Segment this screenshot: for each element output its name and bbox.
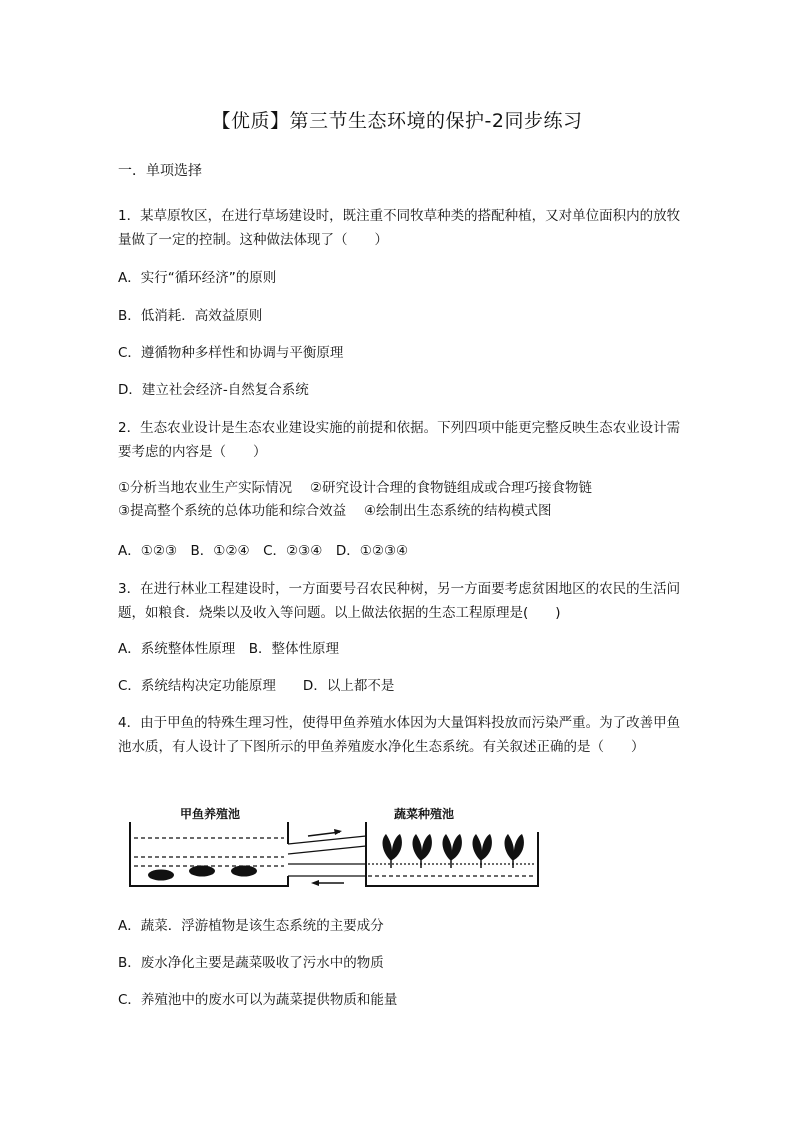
vegetable-plant-icon [473, 834, 492, 868]
fish-pond-label: 甲鱼养殖池 [180, 807, 241, 821]
question-2-options: A．①②③ B．①②④ C．②③④ D．①②③④ [118, 543, 409, 559]
question-2-items-1: ①分析当地农业生产实际情况 ②研究设计合理的食物链组成或合理巧接食物链 [118, 480, 592, 496]
turtle [148, 870, 174, 881]
flow-arrow-right-head [334, 829, 342, 835]
flow-arrow-left-head [311, 880, 319, 886]
question-1-option-a: A．实行“循环经济”的原则 [118, 270, 277, 286]
fish-pond-diagram [128, 802, 543, 894]
question-3-options-1: A．系统整体性原理 B．整体性原理 [118, 641, 339, 657]
question-1-option-b: B．低消耗．高效益原则 [118, 308, 263, 324]
vegetable-plant-icon [505, 834, 524, 868]
question-4-option-a: A．蔬菜．浮游植物是该生态系统的主要成分 [118, 918, 384, 934]
turtle [231, 866, 257, 877]
question-1-option-c: C．遵循物种多样性和协调与平衡原理 [118, 345, 344, 361]
vegetable-pond-label: 蔬菜种殖池 [394, 807, 455, 821]
question-2-items-2: ③提高整个系统的总体功能和综合效益 ④绘制出生态系统的结构模式图 [118, 503, 552, 519]
question-1-option-d: D．建立社会经济-自然复合系统 [118, 382, 309, 398]
question-2-stem: 2．生态农业设计是生态农业建设实施的前提和依据。下列四项中能更完整反映生态农业设计需要考虑的内容是（ ） [118, 420, 681, 460]
question-4-option-b: B．废水净化主要是蔬菜吸收了污水中的物质 [118, 955, 384, 971]
question-3-options-2: C．系统结构决定功能原理 D．以上都不是 [118, 678, 395, 694]
upper-channel [288, 846, 366, 854]
page-title: 【优质】第三节生态环境的保护-2同步练习 [211, 110, 583, 132]
vegetable-plant-icon [383, 834, 402, 868]
upper-channel [288, 836, 366, 844]
vegetable-plant-icon [413, 834, 432, 868]
question-4-option-c: C．养殖池中的废水可以为蔬菜提供物质和能量 [118, 992, 398, 1008]
section-heading: 一．单项选择 [118, 163, 202, 179]
question-1-stem: 1．某草原牧区，在进行草场建设时，既注重不同牧草种类的搭配种植，又对单位面积内的放牧量做了一定的控制。这种做法体现了（ ） [118, 208, 681, 248]
vegetable-plant-icon [443, 834, 462, 868]
question-3-stem: 3．在进行林业工程建设时，一方面要号召农民种树，另一方面要考虑贫困地区的农民的生活问题，如粮食．烧柴以及收入等问题。以上做法依据的生态工程原理是( ) [118, 581, 681, 621]
question-4-stem: 4．由于甲鱼的特殊生理习性，使得甲鱼养殖水体因为大量饵料投放而污染严重。为了改善甲鱼池水质，有人设计了下图所示的甲鱼养殖废水净化生态系统。有关叙述正确的是（ ） [118, 715, 681, 755]
turtle [189, 866, 215, 877]
